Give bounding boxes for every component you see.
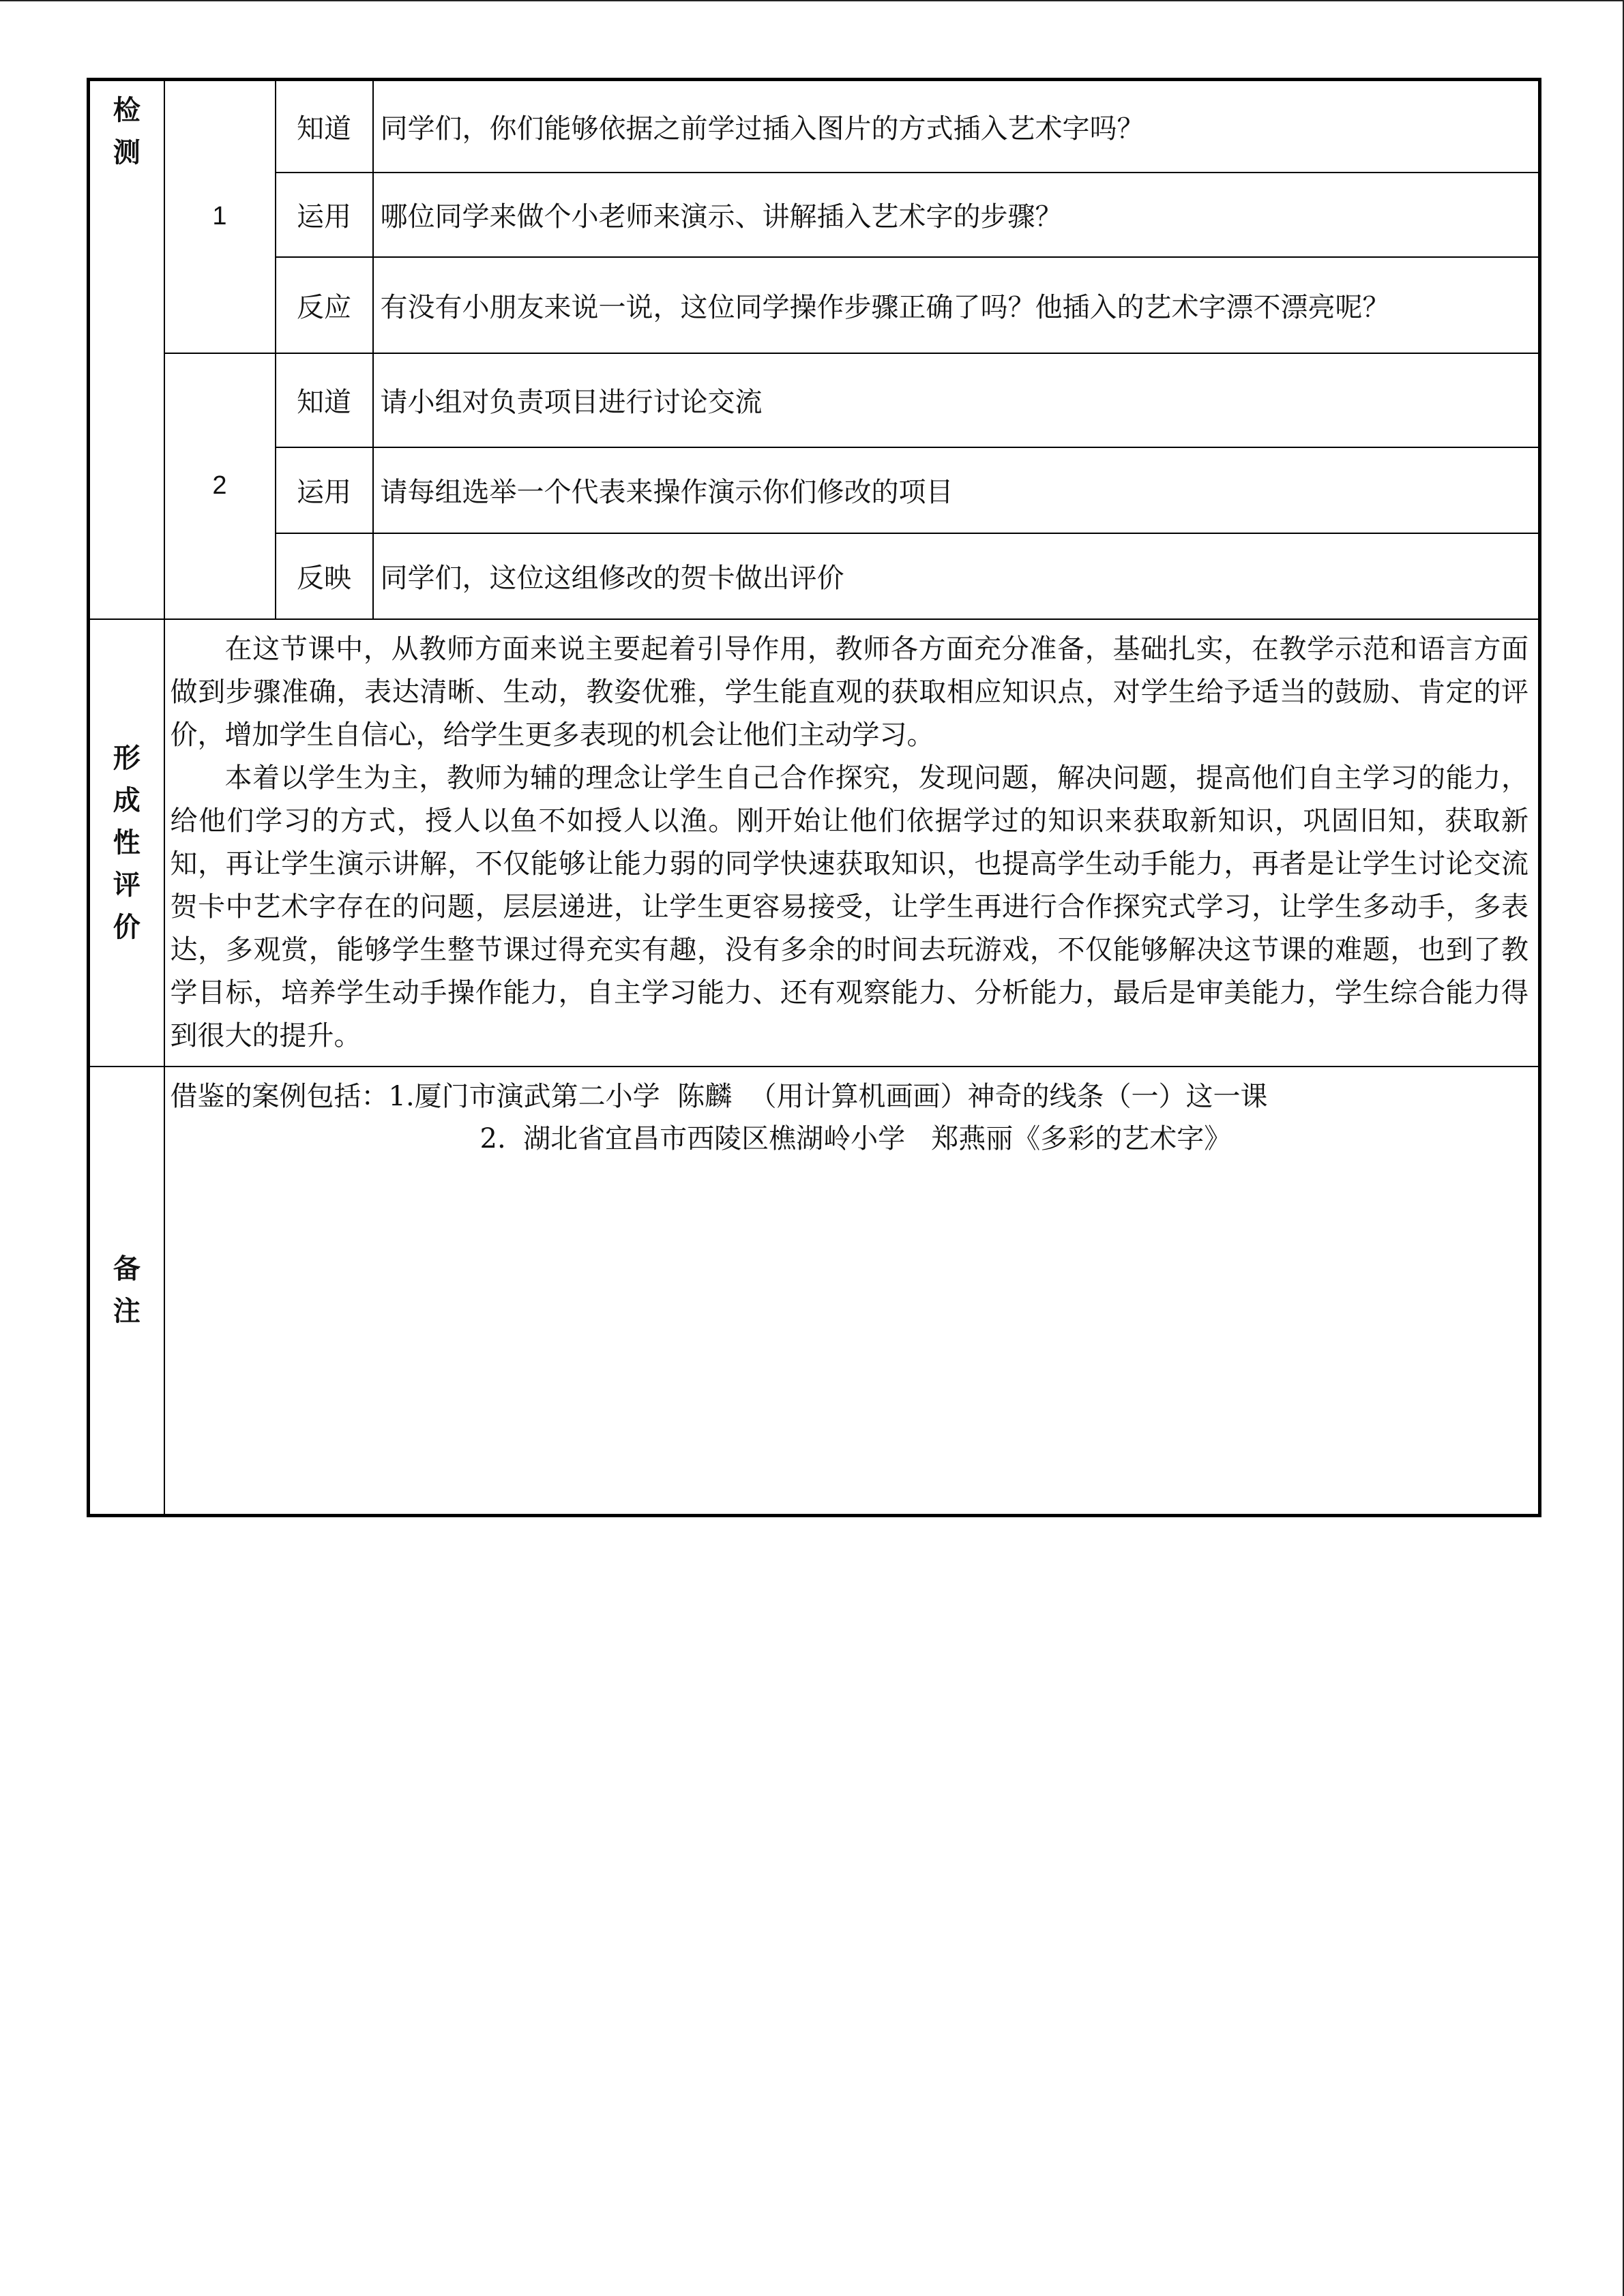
eval-content	[164, 619, 1540, 1067]
note-row	[89, 1067, 1540, 1516]
row-kind: 反应	[276, 257, 373, 353]
eval-label-char: 价	[113, 910, 141, 943]
check-row-2-2	[89, 447, 1540, 533]
row-kind: 运用	[276, 173, 373, 257]
note-label-char: 注	[113, 1295, 141, 1328]
row-content: 同学们，你们能够依据之前学过插入图片的方式插入艺术字吗？	[373, 80, 1540, 173]
row-kind: 反映	[276, 533, 373, 619]
check-label-char: 测	[113, 136, 141, 168]
group-number-1: 1	[164, 80, 276, 353]
note-reference-1: 借鉴的案例包括：1.厦门市演武第二小学 陈麟 （用计算机画画）神奇的线条（一）这一课	[170, 1080, 1268, 1112]
check-row-1-2	[89, 173, 1540, 257]
eval-section-label	[89, 619, 164, 1067]
eval-paragraph: 本着以学生为主，教师为辅的理念让学生自己合作探究，发现问题，解决问题，提高他们自主学习的能力，给他们学习的方式，授人以鱼不如授人以渔。刚开始让他们依据学过的知识来获取新知识，巩固旧知，获取新知，再让学生演示讲解，不仅能够让能力弱的同学快速获取知识，也提高学生动手能力，再者是让学生讨论交流贺卡中艺术字存在的问题，层层递进，让学生更容易接受，让学生再进行合作探究式学习，让学生多动手，多表达，多观赏，能够学生整节课过得充实有趣，没有多余的时间去玩游戏，不仅能够解决这节课的难题，也到了教学目标，培养学生动手操作能力，自主学习能力、还有观察能力、分析能力，最后是审美能力，学生综合能力得到很大的提升。	[170, 762, 1529, 1052]
note-content	[164, 1067, 1540, 1516]
row-content: 同学们，这位这组修改的贺卡做出评价	[373, 533, 1540, 619]
row-content: 请小组对负责项目进行讨论交流	[373, 353, 1540, 447]
eval-label-char: 成	[113, 784, 141, 816]
check-row-2-1	[89, 353, 1540, 447]
check-row-1-1	[89, 80, 1540, 173]
row-content: 请每组选举一个代表来操作演示你们修改的项目	[373, 447, 1540, 533]
row-kind: 知道	[276, 80, 373, 173]
note-label-char: 备	[113, 1253, 141, 1285]
check-row-2-3	[89, 533, 1540, 619]
row-content: 有没有小朋友来说一说，这位同学操作步骤正确了吗？他插入的艺术字漂不漂亮呢？	[373, 257, 1540, 353]
check-row-1-3	[89, 257, 1540, 353]
eval-label-char: 性	[113, 826, 141, 859]
row-content: 哪位同学来做个小老师来演示、讲解插入艺术字的步骤？	[373, 173, 1540, 257]
check-label-char: 检	[113, 94, 141, 126]
eval-label-char: 评	[113, 868, 141, 901]
page-top-rule	[0, 0, 1624, 1]
eval-paragraph: 在这节课中，从教师方面来说主要起着引导作用，教师各方面充分准备，基础扎实，在教学示范和语言方面做到步骤准确，表达清晰、生动，教姿优雅，学生能直观的获取相应知识点，对学生给予适当的鼓励、肯定的评价，增加学生自信心，给学生更多表现的机会让他们主动学习。	[170, 633, 1529, 751]
note-section-label	[89, 1067, 164, 1516]
group-number-2: 2	[164, 353, 276, 619]
lesson-table	[87, 78, 1541, 1517]
row-kind: 运用	[276, 447, 373, 533]
note-reference-2: 2. 湖北省宜昌市西陵区樵湖岭小学 郑燕丽《多彩的艺术字》	[479, 1122, 1232, 1154]
row-kind: 知道	[276, 353, 373, 447]
eval-label-char: 形	[113, 741, 141, 774]
eval-row	[89, 619, 1540, 1067]
check-section-label	[89, 80, 164, 619]
